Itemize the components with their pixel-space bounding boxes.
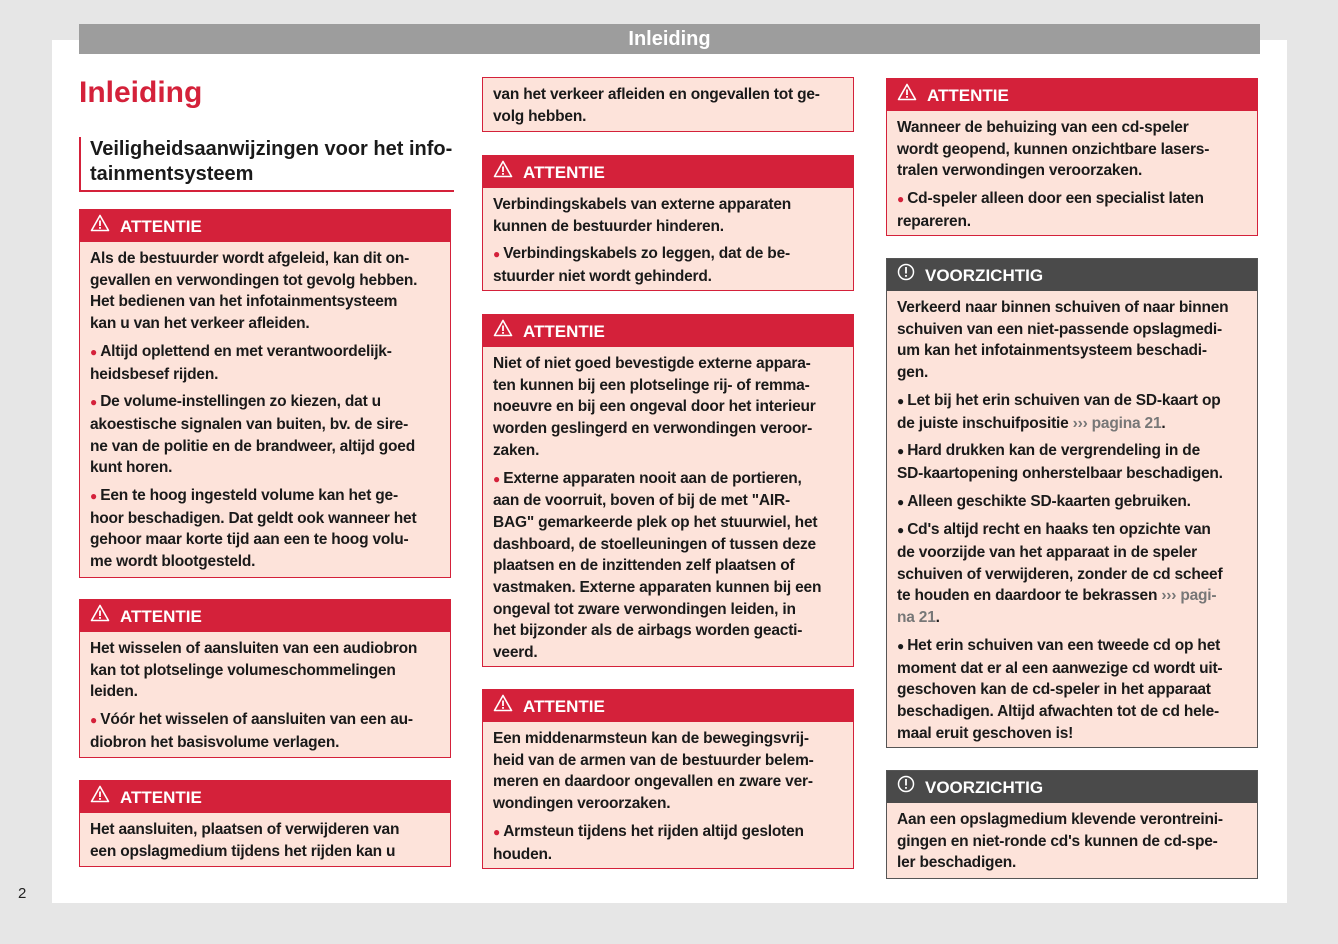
text-line [897,160,1247,182]
box-header [887,259,1257,291]
text-line [897,117,1247,139]
caution-box [886,770,1258,879]
line-text: veerd. [493,644,538,662]
text-line [897,362,1247,384]
bullet-icon: ● [90,395,101,410]
bullet-item [90,485,440,573]
text-line [90,436,440,458]
bullet-item [493,468,843,664]
box-body [887,803,1257,874]
subtitle-line: Veiligheidsaanwijzingen voor het info- [90,138,453,160]
box-paragraph [90,819,440,862]
line-text: Cd's altijd recht en haaks ten opzichte van [907,521,1211,539]
text-line [90,313,440,335]
line-text: Alleen geschikte SD-kaarten gebruiken. [907,492,1191,510]
text-line [897,809,1247,831]
box-body [483,347,853,664]
line-text: moment dat er al een aanwezige cd wordt uit- [897,659,1223,677]
box-paragraph [90,638,440,703]
text-line [493,642,843,664]
warning-triangle-icon [90,210,110,243]
box-body [887,111,1257,233]
text-line [493,821,843,844]
text-line [90,248,440,270]
text-line [90,709,440,732]
text-line [897,319,1247,341]
line-text: Let bij het erin schuiven van de SD-kaart op [907,391,1221,409]
box-body [80,813,450,862]
line-text: heid van de armen van de bestuurder belem- [493,751,814,769]
text-line [897,413,1247,435]
subtitle-line: tainmentsysteem [90,163,254,185]
line-text: de voorzijde van het apparaat in de speler [897,544,1197,562]
page-reference-link[interactable]: na 21 [897,609,936,627]
text-line [897,564,1247,586]
exclamation-circle-icon [897,771,915,804]
text-line [897,463,1247,485]
line-text: hoor beschadigen. Dat geldt ook wanneer het [90,509,417,527]
text-line [493,844,843,866]
text-line [90,414,440,436]
line-text: Niet of niet goed bevestigde externe appara- [493,355,811,372]
text-line [897,723,1247,745]
bullet-icon: ● [493,471,504,486]
box-paragraph [493,728,843,815]
text-line [493,577,843,599]
line-text: SD-kaartopening onherstelbaar beschadigen. [897,464,1223,482]
text-line [493,440,843,462]
line-text: beschadigen. Altijd afwachten tot de cd hele- [897,702,1220,720]
line-text: meren en daardoor ongevallen en zware ver- [493,773,813,791]
line-text: ler beschadigen. [897,854,1017,872]
box-header-label: ATTENTIE [120,216,202,236]
box-header [887,79,1257,111]
text-line [493,534,843,556]
line-text: geschoven kan de cd-speler in het apparaat [897,681,1211,699]
box-body [483,722,853,865]
text-line [493,216,843,238]
line-text: Cd-speler alleen door een specialist laten [907,190,1204,208]
text-line [493,266,843,288]
bullet-icon: ● [90,713,101,728]
line-text: Armsteun tijdens het rijden altijd gesloten [503,822,804,840]
bullet-item [897,390,1247,434]
text-line [493,375,843,397]
line-text: Verbindingskabels van externe apparaten [493,196,792,213]
bullet-item [90,709,440,753]
line-text: maal eruit geschoven is! [897,724,1074,742]
box-paragraph [897,809,1247,874]
line-text: kan u van het verkeer afleiden. [90,315,310,333]
warning-triangle-icon [493,156,513,189]
bullet-item [493,821,843,865]
box-header-label: ATTENTIE [523,696,605,716]
line-text: Verkeerd naar binnen schuiven of naar binnen [897,299,1229,316]
text-line [493,490,843,512]
text-line [897,297,1247,319]
text-line [90,732,440,754]
box-paragraph [493,194,843,237]
text-line [90,457,440,479]
warning-box [79,209,451,578]
line-text: Altijd oplettend en met verantwoordelijk- [100,342,392,360]
warning-triangle-icon [493,690,513,723]
line-text: Externe apparaten nooit aan de portieren, [503,469,802,487]
bullet-icon: ● [90,489,101,504]
line-text: Als de bestuurder wordt afgeleid, kan dit on- [90,250,410,267]
text-line [493,106,843,128]
bullet-icon: ● [897,494,908,509]
bullet-item [90,391,440,479]
line-text: repareren. [897,212,971,230]
line-text: stuurder niet wordt gehinderd. [493,268,712,286]
line-text: Aan een opslagmedium klevende verontreini- [897,811,1223,828]
line-text: een opslagmedium tijdens het rijden kan u [90,842,396,860]
box-paragraph [493,84,843,127]
text-line [897,139,1247,161]
line-text: gen. [897,364,929,382]
bullet-icon: ● [897,523,908,538]
line-text: Vóór het wisselen of aansluiten van een au- [100,711,413,729]
bullet-item [897,635,1247,745]
text-line [90,270,440,292]
bullet-icon: ● [897,638,908,653]
exclamation-circle-icon [897,259,915,292]
text-line [897,211,1247,233]
line-text: tralen verwondingen veroorzaken. [897,162,1143,180]
text-line [493,396,843,418]
line-text: ten kunnen bij een plotselinge rij- of remma- [493,376,810,394]
box-header-label: ATTENTIE [523,162,605,182]
text-line [90,529,440,551]
line-text: heidsbesef rijden. [90,365,219,383]
text-line [493,750,843,772]
line-text: aan de voorruit, boven of bij de met "AIR- [493,492,790,510]
box-body [80,632,450,754]
box-header [887,771,1257,803]
line-text: um kan het infotainmentsysteem beschadi- [897,342,1207,360]
line-text: zaken. [493,441,540,459]
line-text: de juiste inschuifpositie [897,414,1073,432]
text-line [493,243,843,266]
warning-box [886,78,1258,236]
bullet-icon: ● [493,824,504,839]
line-text: het bijzonder als de airbags worden geacti- [493,622,803,640]
text-line [493,620,843,642]
text-line [897,679,1247,701]
line-text: ne van de politie en de brandweer, altijd goed [90,437,415,455]
line-text: schuiven of verwijderen, zonder de cd scheef [897,565,1223,583]
line-text: me wordt blootgesteld. [90,553,256,571]
text-line [493,512,843,534]
text-line [493,599,843,621]
box-header [80,210,450,242]
warning-triangle-icon [90,781,110,814]
line-text: Het wisselen of aansluiten van een audiobron [90,640,418,657]
warning-box-continued [482,77,854,132]
text-line [897,440,1247,463]
box-header-label: ATTENTIE [120,606,202,626]
bullet-item [493,243,843,287]
line-text: Het erin schuiven van een tweede cd op het [907,636,1221,654]
line-text: kunnen de bestuurder hinderen. [493,217,724,235]
text-line [897,188,1247,211]
box-header-label: ATTENTIE [523,321,605,341]
section-header-bar: Inleiding [79,24,1260,54]
bullet-item [897,491,1247,514]
bullet-item [897,440,1247,484]
text-line [897,635,1247,658]
page-number: 2 [18,885,27,902]
text-line [493,418,843,440]
line-text: worden geslingerd en verwondingen veroor- [493,420,813,438]
box-body [887,291,1257,744]
page-title: Inleiding [79,76,203,109]
line-text: van het verkeer afleiden en ongevallen tot ge- [493,86,820,103]
text-line [90,660,440,682]
box-header [483,690,853,722]
text-line [90,391,440,414]
box-paragraph [90,248,440,335]
page-reference-link[interactable]: ››› pagi- [1161,587,1217,605]
box-body [80,242,450,573]
line-text: leiden. [90,683,138,701]
text-line [493,793,843,815]
text-line [90,291,440,313]
box-header-label: ATTENTIE [120,787,202,807]
line-text: wondingen veroorzaken. [493,795,671,813]
text-line [493,728,843,750]
line-text: wordt geopend, kunnen onzichtbare lasers- [897,140,1210,158]
text-line [90,681,440,703]
line-text: Een middenarmsteun kan de bewegingsvrij- [493,730,809,747]
line-text: volg hebben. [493,107,587,125]
text-line [897,491,1247,514]
page-reference-link[interactable]: ››› pagina 21 [1072,414,1162,432]
line-text: Hard drukken kan de vergrendeling in de [907,442,1200,460]
line-text: dashboard, de stoelleuningen of tussen deze [493,535,816,553]
warning-triangle-icon [90,600,110,633]
box-header [80,781,450,813]
box-paragraph [493,353,843,462]
line-text: gehoor maar korte tijd aan een te hoog volu- [90,531,409,549]
line-text: ongeval tot zware verwondingen leiden, in [493,600,796,618]
box-body [483,78,853,127]
line-text: gevallen en verwondingen tot gevolg hebben. [90,271,418,289]
line-text: noeuvre en bij een ongeval door het interieur [493,398,816,416]
text-line [897,852,1247,874]
bullet-item [90,341,440,385]
bullet-icon: ● [90,344,101,359]
warning-box [482,314,854,667]
line-text: akoestische signalen van buiten, bv. de sire- [90,415,409,433]
text-line [897,607,1247,629]
warning-box [482,689,854,869]
line-text: houden. [493,845,552,863]
box-header-label: VOORZICHTIG [925,777,1044,797]
section-subtitle [79,137,454,192]
text-line [897,585,1247,607]
line-text: . [1161,414,1166,432]
box-paragraph [897,117,1247,182]
text-line [90,819,440,841]
text-line [493,555,843,577]
box-header-label: VOORZICHTIG [925,265,1044,285]
bullet-icon: ● [493,247,504,262]
text-line [90,341,440,364]
line-text: . [935,609,940,627]
bullet-icon: ● [897,393,908,408]
warning-triangle-icon [897,79,917,112]
box-header-label: ATTENTIE [927,85,1009,105]
text-line [493,353,843,375]
line-text: plaatsen en de inzittenden zelf plaatsen of [493,557,795,575]
text-line [90,364,440,386]
text-line [897,390,1247,413]
caution-box [886,258,1258,748]
box-header [483,156,853,188]
line-text: Verbindingskabels zo leggen, dat de be- [503,245,790,263]
text-line [90,508,440,530]
box-header [80,600,450,632]
line-text: BAG" gemarkeerde plek op het stuurwiel, het [493,513,818,531]
text-line [493,468,843,491]
line-text: Een te hoog ingesteld volume kan het ge- [100,487,398,505]
line-text: De volume-instellingen zo kiezen, dat u [100,393,381,411]
text-line [897,701,1247,723]
text-line [493,771,843,793]
text-line [90,551,440,573]
line-text: gingen en niet-ronde cd's kunnen de cd-spe- [897,832,1218,850]
text-line [90,485,440,508]
warning-box [482,155,854,291]
box-body [483,188,853,288]
text-line [897,831,1247,853]
text-line [897,519,1247,542]
line-text: kan tot plotselinge volumeschommelingen [90,661,396,679]
box-header [483,315,853,347]
warning-box [79,599,451,758]
line-text: schuiven van een niet-passende opslagmedi- [897,320,1222,338]
bullet-icon: ● [897,192,908,207]
line-text: te houden en daardoor te bekrassen [897,587,1162,605]
line-text: Het bedienen van het infotainmentsysteem [90,293,398,311]
line-text: vastmaken. Externe apparaten kunnen bij een [493,579,822,597]
warning-triangle-icon [493,315,513,348]
text-line [90,841,440,863]
bullet-item [897,519,1247,629]
text-line [493,194,843,216]
line-text: Het aansluiten, plaatsen of verwijderen van [90,821,400,838]
line-text: Wanneer de behuizing van een cd-speler [897,119,1189,136]
line-text: kunt horen. [90,459,173,477]
text-line [897,340,1247,362]
text-line [90,638,440,660]
line-text: diobron het basisvolume verlagen. [90,733,340,751]
text-line [897,542,1247,564]
bullet-item [897,188,1247,232]
text-line [897,658,1247,680]
bullet-icon: ● [897,444,908,459]
warning-box [79,780,451,867]
text-line [493,84,843,106]
box-paragraph [897,297,1247,384]
